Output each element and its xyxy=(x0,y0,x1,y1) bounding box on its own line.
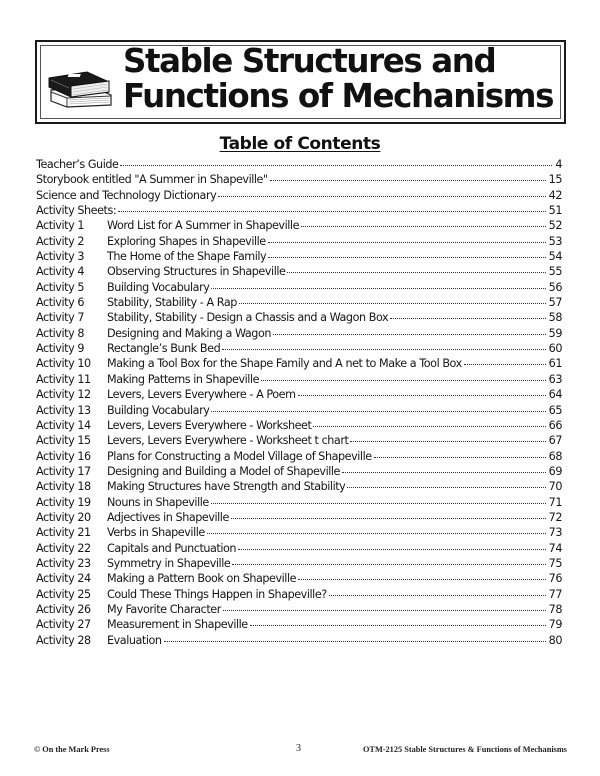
toc-entry-activity-label: Activity 3 xyxy=(36,250,85,264)
toc-entry[interactable] xyxy=(36,495,562,510)
toc-entry-title: Making Structures have Strength and Stability xyxy=(107,480,346,494)
toc-entry-activity-label: Activity 23 xyxy=(36,556,91,570)
dot-leader xyxy=(211,287,545,289)
dot-leader xyxy=(268,241,546,243)
toc-entry-page-number: 75 xyxy=(548,556,562,570)
toc-entry[interactable] xyxy=(36,587,562,602)
toc-entry-page-number: 4 xyxy=(555,158,562,171)
toc-heading: Table of Contents xyxy=(219,134,381,154)
dot-leader xyxy=(218,195,545,197)
dot-leader xyxy=(223,609,546,611)
toc-entry[interactable] xyxy=(36,188,562,203)
dot-leader xyxy=(301,225,546,227)
toc-entry-activity-label: Activity 12 xyxy=(36,388,91,402)
toc-entry-page-number: 72 xyxy=(548,510,562,524)
dot-leader xyxy=(222,348,545,350)
toc-entry-page-number: 51 xyxy=(548,204,562,218)
toc-entry-page-number: 53 xyxy=(548,234,562,248)
toc-entry-title: Making a Pattern Book on Shapeville xyxy=(107,572,297,586)
table-of-contents xyxy=(36,157,562,648)
toc-entry-page-number: 68 xyxy=(548,449,562,463)
toc-entry-activity-label: Activity 24 xyxy=(36,572,91,586)
toc-entry-title: Word List for A Summer in Shapeville xyxy=(107,219,300,233)
dot-leader xyxy=(342,471,546,473)
toc-entry-activity-label: Activity 15 xyxy=(36,434,91,448)
dot-leader xyxy=(238,548,546,550)
toc-entry[interactable] xyxy=(36,203,562,218)
toc-entry-activity-label: Activity 21 xyxy=(36,526,91,540)
dot-leader xyxy=(261,379,546,381)
toc-entry-title: Building Vocabulary xyxy=(107,280,210,294)
toc-entry[interactable] xyxy=(36,633,562,648)
toc-entry-title: Making Patterns in Shapeville xyxy=(107,372,260,386)
dot-leader xyxy=(270,179,546,181)
dot-leader xyxy=(164,640,546,642)
toc-entry[interactable] xyxy=(36,571,562,586)
dot-leader xyxy=(347,486,545,488)
toc-entry-activity-label: Activity 22 xyxy=(36,541,91,555)
footer-page-number: 3 xyxy=(296,743,301,754)
toc-entry-page-number: 80 xyxy=(548,633,562,647)
toc-entry-page-number: 55 xyxy=(548,265,562,279)
toc-entry-activity-label: Activity 19 xyxy=(36,495,91,509)
toc-entry-page-number: 63 xyxy=(548,372,562,386)
toc-entry-activity-label: Activity 16 xyxy=(36,449,91,463)
book-title xyxy=(123,44,558,114)
toc-entry[interactable] xyxy=(36,295,562,310)
toc-entry-title: Plans for Constructing a Model Village of Shapeville xyxy=(107,449,372,463)
toc-entry[interactable] xyxy=(36,326,562,341)
toc-entry-title: Levers, Levers Everywhere - Worksheet t chart xyxy=(107,434,349,448)
toc-entry-activity-label: Activity 11 xyxy=(36,372,91,386)
toc-entry-title: Adjectives in Shapeville xyxy=(107,510,229,524)
toc-entry[interactable] xyxy=(36,218,562,233)
toc-entry-activity-label: Activity 2 xyxy=(36,234,85,248)
toc-entry-page-number: 42 xyxy=(548,188,562,202)
toc-entry-activity-label: Activity 6 xyxy=(36,296,85,310)
toc-entry[interactable] xyxy=(36,449,562,464)
toc-entry[interactable] xyxy=(36,356,562,371)
toc-entry-page-number: 61 xyxy=(548,357,562,371)
toc-entry-title: Stability, Stability - A Rap xyxy=(107,296,237,310)
toc-entry[interactable] xyxy=(36,387,562,402)
dot-leader xyxy=(390,317,545,319)
toc-entry-page-number: 67 xyxy=(548,434,562,448)
toc-entry[interactable] xyxy=(36,372,562,387)
toc-entry-page-number: 73 xyxy=(548,526,562,540)
toc-entry-activity-label: Activity 28 xyxy=(36,633,91,647)
toc-entry-title: Symmetry in Shapeville xyxy=(107,556,231,570)
toc-entry-page-number: 74 xyxy=(548,541,562,555)
toc-entry[interactable] xyxy=(36,172,562,187)
dot-leader xyxy=(207,532,546,534)
toc-entry-title: Rectangle’s Bunk Bed xyxy=(107,342,221,356)
toc-entry-activity-label: Activity 10 xyxy=(36,357,91,371)
toc-entry-page-number: 52 xyxy=(548,219,562,233)
toc-entry-activity-label: Activity 14 xyxy=(36,418,91,432)
toc-entry-activity-label: Activity 26 xyxy=(36,602,91,616)
toc-entry-page-number: 66 xyxy=(548,418,562,432)
dot-leader xyxy=(298,394,546,396)
toc-entry[interactable] xyxy=(36,403,562,418)
toc-entry[interactable] xyxy=(36,602,562,617)
toc-entry[interactable] xyxy=(36,341,562,356)
toc-entry-page-number: 60 xyxy=(548,342,562,356)
dot-leader xyxy=(211,410,545,412)
toc-entry-page-number: 69 xyxy=(548,464,562,478)
toc-entry[interactable] xyxy=(36,464,562,479)
toc-entry-page-number: 64 xyxy=(548,388,562,402)
toc-entry-title: Stability, Stability - Design a Chassis and a Wagon Box xyxy=(107,311,389,325)
toc-entry-activity-label: Activity 18 xyxy=(36,480,91,494)
toc-entry-title: Making a Tool Box for the Shape Family and A net to Make a Tool Box xyxy=(107,357,462,371)
dot-leader xyxy=(313,425,545,427)
toc-entry-activity-label: Activity 4 xyxy=(36,265,85,279)
toc-entry-activity-label: Activity 27 xyxy=(36,618,91,632)
toc-entry[interactable] xyxy=(36,510,562,525)
toc-entry-page-number: 59 xyxy=(548,326,562,340)
toc-entry[interactable] xyxy=(36,280,562,295)
footer-product: OTM-2125 Stable Structures & Functions of Mechanisms xyxy=(362,745,567,754)
toc-entry-title: Teacher’s Guide xyxy=(36,158,119,171)
toc-entry-activity-label: Activity 7 xyxy=(36,311,85,325)
toc-entry[interactable] xyxy=(36,556,562,571)
toc-entry[interactable] xyxy=(36,541,562,556)
footer-publisher: © On the Mark Press xyxy=(34,745,110,754)
toc-entry-title: Exploring Shapes in Shapeville xyxy=(107,234,266,248)
toc-entry-page-number: 70 xyxy=(548,480,562,494)
toc-entry-page-number: 65 xyxy=(548,403,562,417)
toc-entry[interactable] xyxy=(36,525,562,540)
dot-leader xyxy=(464,363,546,365)
toc-entry-page-number: 78 xyxy=(548,602,562,616)
dot-leader xyxy=(268,256,545,258)
toc-entry-activity-label: Activity 13 xyxy=(36,403,91,417)
dot-leader xyxy=(287,271,545,273)
toc-entry-activity-label: Activity 8 xyxy=(36,326,85,340)
toc-entry-title: Evaluation xyxy=(107,633,162,647)
toc-entry-title: Capitals and Punctuation xyxy=(107,541,237,555)
toc-entry-title: Storybook entitled "A Summer in Shapeville" xyxy=(36,173,268,187)
toc-entry[interactable] xyxy=(36,617,562,632)
toc-entry-activity-label: Activity 1 xyxy=(36,219,85,233)
toc-entry-title: Building Vocabulary xyxy=(107,403,210,417)
toc-entry-title: Science and Technology Dictionary xyxy=(36,188,217,202)
toc-entry[interactable] xyxy=(36,479,562,494)
dot-leader xyxy=(232,563,545,565)
toc-entry[interactable] xyxy=(36,264,562,279)
toc-entry-title: My Favorite Character xyxy=(107,602,221,616)
toc-entry-page-number: 54 xyxy=(548,250,562,264)
toc-entry-title: The Home of the Shape Family xyxy=(107,250,267,264)
toc-entry-title: Designing and Building a Model of Shapeville xyxy=(107,464,340,478)
title-banner xyxy=(35,40,566,124)
toc-entry-page-number: 77 xyxy=(548,587,562,601)
books-icon xyxy=(45,68,117,108)
toc-entry-title: Verbs in Shapeville xyxy=(107,526,205,540)
dot-leader xyxy=(118,210,546,212)
book-title-line-1: Stable Structures and xyxy=(123,42,496,80)
toc-entry-title: Levers, Levers Everywhere - Worksheet xyxy=(107,418,312,432)
toc-entry-title: Measurement in Shapeville xyxy=(107,618,248,632)
toc-entry-title: Could These Things Happen in Shapeville? xyxy=(107,587,327,601)
dot-leader xyxy=(250,624,546,626)
toc-entry-title: Activity Sheets: xyxy=(36,204,117,218)
toc-entry[interactable] xyxy=(36,310,562,325)
toc-entry-page-number: 58 xyxy=(548,311,562,325)
toc-entry-activity-label: Activity 9 xyxy=(36,342,85,356)
toc-entry-page-number: 71 xyxy=(548,495,562,509)
dot-leader xyxy=(231,517,546,519)
dot-leader xyxy=(298,578,546,580)
toc-entry-page-number: 57 xyxy=(548,296,562,310)
dot-leader xyxy=(211,502,546,504)
toc-entry[interactable] xyxy=(36,249,562,264)
toc-entry-activity-label: Activity 17 xyxy=(36,464,91,478)
dot-leader xyxy=(350,440,545,442)
toc-entry[interactable] xyxy=(36,433,562,448)
toc-entry-page-number: 56 xyxy=(548,280,562,294)
toc-entry-activity-label: Activity 20 xyxy=(36,510,91,524)
dot-leader xyxy=(120,164,552,166)
dot-leader xyxy=(239,302,546,304)
toc-entry-activity-label: Activity 25 xyxy=(36,587,91,601)
dot-leader xyxy=(329,594,546,596)
toc-entry-title: Nouns in Shapeville xyxy=(107,495,209,509)
dot-leader xyxy=(374,456,546,458)
toc-entry[interactable] xyxy=(36,157,562,172)
book-title-line-2: Functions of Mechanisms xyxy=(123,77,554,115)
toc-entry[interactable] xyxy=(36,234,562,249)
toc-entry-page-number: 15 xyxy=(548,173,562,187)
toc-entry-page-number: 76 xyxy=(548,572,562,586)
dot-leader xyxy=(273,333,546,335)
toc-entry-title: Designing and Making a Wagon xyxy=(107,326,271,340)
toc-entry-page-number: 79 xyxy=(548,618,562,632)
toc-entry-activity-label: Activity 5 xyxy=(36,280,85,294)
toc-entry-title: Levers, Levers Everywhere - A Poem xyxy=(107,388,296,402)
toc-entry-title: Observing Structures in Shapeville xyxy=(107,265,286,279)
toc-entry[interactable] xyxy=(36,418,562,433)
